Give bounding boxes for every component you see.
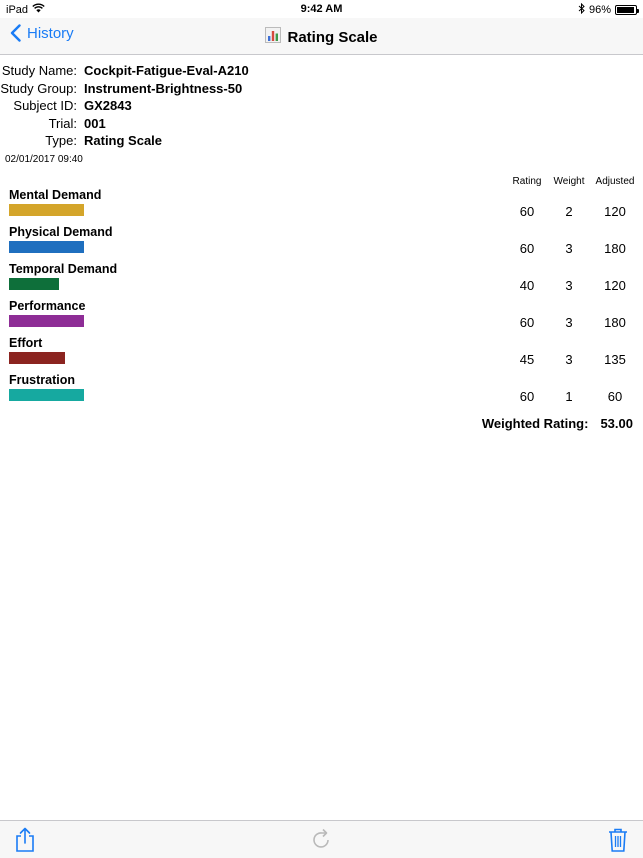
study-info [0,62,249,150]
study-group-value: Instrument-Brightness-50 [84,80,243,96]
study-group-row [0,80,249,98]
trial-row [0,115,249,133]
weight-value: 3 [565,278,573,293]
scale-row-mental-demand [0,188,643,225]
bar-chart-icon [265,27,281,47]
scale-row-effort [0,336,643,373]
page-title [0,24,643,47]
weight-value: 3 [565,241,573,256]
weighted-rating-value: 53.00 [600,416,633,431]
share-icon [14,827,36,853]
type-row [0,132,249,150]
status-right [578,3,637,17]
scale-bar [9,352,65,364]
scale-bar [9,315,84,327]
scale-label: Effort [9,336,43,350]
rating-value: 60 [519,241,535,256]
adjusted-value: 180 [604,315,626,330]
column-headers [0,176,643,188]
scale-label: Temporal Demand [9,262,118,276]
weighted-rating [482,416,633,431]
scale-label: Performance [9,299,86,313]
trial-value: 001 [84,115,106,131]
rating-value: 60 [519,315,535,330]
weight-value: 2 [565,204,573,219]
scale-row-performance [0,299,643,336]
study-name-row [0,62,249,80]
refresh-button[interactable] [311,827,333,856]
weight-header: Weight [553,176,585,187]
rating-value: 60 [519,389,535,404]
weight-value: 3 [565,315,573,330]
delete-button[interactable] [608,827,628,858]
study-name-value: Cockpit-Fatigue-Eval-A210 [84,63,249,79]
adjusted-value: 60 [607,389,623,404]
scale-row-frustration [0,373,643,410]
battery-percent: 96% [588,4,611,16]
adjusted-value: 135 [604,352,626,367]
scale-label: Mental Demand [9,188,102,202]
adjusted-value: 120 [604,204,626,219]
adjusted-header: Adjusted [595,176,635,187]
back-label: History [27,24,74,42]
adjusted-value: 180 [604,241,626,256]
timestamp: 02/01/2017 09:40 [5,154,83,165]
scale-bar [9,278,59,290]
subject-id-value: GX2843 [84,98,132,114]
trash-icon [608,827,628,853]
refresh-icon [311,827,333,851]
battery-icon [615,5,637,15]
rating-value: 40 [519,278,535,293]
study-group-label: Study Group: [0,80,77,96]
subject-id-label: Subject ID: [13,98,77,114]
bluetooth-icon [578,3,585,17]
subject-id-row [0,97,249,115]
page-title-text: Rating Scale [287,28,378,46]
rating-header: Rating [512,176,542,187]
nav-bar [0,18,643,55]
battery-fill [617,7,634,13]
scale-bar [9,241,84,253]
scale-bar [9,204,84,216]
weight-value: 3 [565,352,573,367]
scale-row-temporal-demand [0,262,643,299]
status-bar [0,0,643,18]
share-button[interactable] [14,827,36,858]
adjusted-value: 120 [604,278,626,293]
rating-value: 45 [519,352,535,367]
scale-label: Physical Demand [9,225,113,239]
type-label: Type: [45,133,77,149]
weighted-rating-label: Weighted Rating: [481,416,589,431]
scale-bar [9,389,84,401]
type-value: Rating Scale [84,133,163,149]
rating-value: 60 [519,204,535,219]
scale-label: Frustration [9,373,75,387]
scale-row-physical-demand [0,225,643,262]
trial-label: Trial: [48,115,77,131]
study-name-label: Study Name: [1,63,77,79]
weight-value: 1 [565,389,573,404]
device-name: iPad [6,3,29,16]
status-time: 9:42 AM [300,3,343,15]
bottom-toolbar [0,820,643,858]
